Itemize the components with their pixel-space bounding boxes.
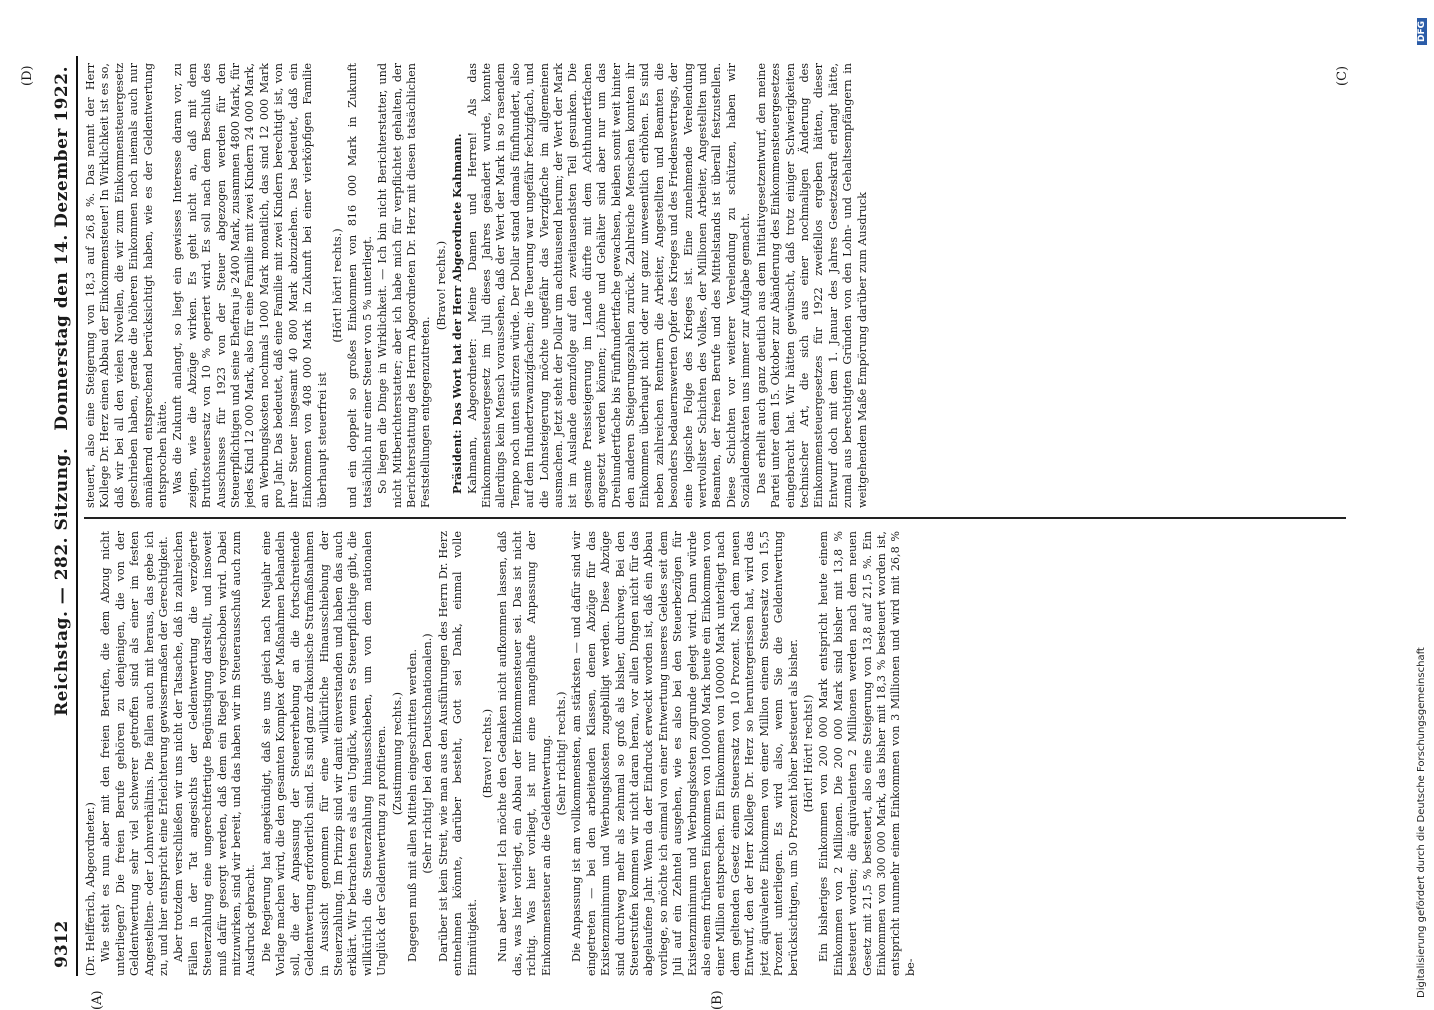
paragraph: Ein bisheriges Einkommen von 200 000 Mark entspricht heute einem Einkommen von 2 Millionen. Die 200 000 Mark sind bisher mit 13,8 % besteuert worden; die äquivalenten 2 Millionen werden nach dem neuen Gesetz mit 21,5 % besteuert, also eine Steigerung von 13,8 auf 21,5 %. Ein Einkommen von 300 000 Mark, das bisher mit 18,3 % besteuert worden ist, entspricht nunmehr einem Einkommen von 3 Millionen und wird mit 26,8 % be- [817,531,917,976]
president-statement: Präsident: Das Wort hat der Herr Abgeordnete Kahmann. [450,133,465,494]
speaker-note: (Dr. Helfferich, Abgeordneter.) [84,802,97,976]
header-rule [76,56,78,976]
left-column [84,531,1346,976]
paragraph: Die Anpassung ist am vollkommensten, am stärksten — und dafür sind wir eingetreten — bei den arbeitenden Klassen, denen Abzüge für das Existenzminimum und Werbungskosten zugebilligt werden. Diese Abzüge sind durchweg mehr als zehnmal so groß als bisher, durchweg. Bei den Steuerstufen kommen wir nicht daran heran, vor allen Dingen nicht für das abgelaufene Jahr. Wenn da der Eindruck erweckt worden ist, daß ein Abbau vorliege, so möchte ich einmal von einer Entwertung unseres Geldes seit dem Juli auf ein Zehntel ausgehen, wie es also bei den Steuerbezügen für Existenzminimum und Werbungskosten zugrunde gelegt wird. Dann würde also einem früheren Einkommen von 100000 Mark heute ein Einkommen von einer Million entsprechen. Ein Einkommen von 100000 Mark unterliegt nach dem geltenden Gesetz einem Steuersatz von 10 Prozent. Nach dem neuen Entwurf, den der Herr Kollege Dr. Herz so heruntergerissen hat, wird das jetzt äquivalente Einkommen von einer Million einem Steuersatz von 15,5 Prozent unterliegen. Es wird also, wenn Sie die Geldentwertung berücksichtigen, um 50 Prozent höher besteuert als bisher. [570,531,800,976]
interjection: (Zustimmung rechts.) [390,691,404,816]
interjection: (Hört! Hört! rechts!) [801,694,815,813]
document-page [20,56,1350,1010]
margin-marker-d: (D) [20,65,35,86]
margin-marker-b: (B) [710,990,725,1010]
paragraph: Das erhellt auch ganz deutlich aus dem Initiativgesetzentwurf, den meine Partei unter dem 15. Oktober zur Abänderung des Einkommensteuergesetzes eingebracht hat. Wir hätten gewünscht, daß trotz einiger Schwierigkeiten technischer Art, die sich aus einer nochmaligen Änderung des Einkommensteuergesetzes für 1922 zweifellos ergeben hätten, dieser Entwurf doch mit dem 1. Januar des Jahres Gesetzeskraft erlangt hätte, zumal aus berechtigten Gründen von den Lohn- und Gehaltsempfängern in weitgehendem Maße Empörung darüber zum Ausdruck [754,63,869,508]
interjection: (Bravo! rechts.) [480,708,494,799]
dfg-logo: DFG [1417,18,1427,45]
right-column [84,63,1346,508]
paragraph: Nun aber weiter! Ich möchte den Gedanken nicht aufkommen lassen, daß das, was hier vorliegt, ein Abbau der Einkommensteuer sei. Das ist nicht richtig. Was hier vorliegt, ist nur eine mangelhafte Anpassung der Einkommensteuer an die Geldentwertung. [496,531,553,976]
page-number: 9312 [52,920,72,968]
interjection: (Hört! hört! rechts.) [330,228,344,343]
interjection: (Sehr richtig! bei den Deutschnationalen.) [421,633,435,874]
paragraph: steuert, also eine Steigerung von 18,3 auf 26,8 %. Das nennt der Herr Kollege Dr. Herz einen Abbau der Einkommensteuer! In Wirklichkeit ist es so, daß wir bei all den vielen Novellen, die wir zum Einkommensteuergesetz geschrieben haben, gerade die höheren Einkommen noch niemals auch nur annähernd entsprechend berücksichtigt haben, wie es der Geldentwertung entsprochen hätte. [84,63,170,508]
interjection: (Bravo! rechts.) [434,240,448,331]
margin-marker-c: (C) [1335,65,1350,86]
paragraph: Kahmann, Abgeordneter: Meine Damen und Herren! Als das Einkommensteuergesetz im Juli dieses Jahres geändert wurde, konnte allerdings kein Mensch voraussehen, daß der Wert der Mark in so rasendem Tempo noch unten stürzen würde. Der Dollar stand damals fünfhundert, also auf dem Hundertzwanzigfachen; die Teuerung war ungefähr fechzigfach, und die Lohnsteigerung möchte ungefähr das Vierzigfache im allgemeinen ausmachen. Jetzt steht der Dollar um achttausend herum; der Wert der Mark ist im Auslande demzufolge auf den zweitausendsten Teil gesunken. Die gesamte Preissteigerung im Lande dürfte mit dem Achthundertfachen angesetzt werden können; Löhne und Gehälter sind aber nur um das Dreihundertfache bis Fünfhundertfache gewachsen, bleiben somit weit hinter den anderen Steigerungszahlen zurück. Zahlreiche Menschen konnten ihr Einkommen überhaupt nicht oder nur ganz unwesentlich erhöhen. Es sind neben zahlreichen Rentnern die Arbeiter, Angestellten und Beamten die besonders bedauernswerten Opfer des Krieges und des Friedensvertrags, der eine logische Folge des Krieges ist. Eine zunehmende Verelendung wertvollster Schichten des Volkes, der Millionen Arbeiter, Angestellten und Beamten, der freien Berufe und des Mittelstands ist überall festzustellen. Diese Schichten vor weiterer Verelendung zu schützen, haben wir Sozialdemokraten uns immer zur Aufgabe gemacht. [465,63,753,508]
paragraph: Wie steht es nun aber mit den freien Berufen, die dem Abzug nicht unterliegen? Die freien Berufe gehören zu denjenigen, die von der Geldentwertung sehr viel schwerer getroffen sind als einer im festen Angestellten- oder Lohnverhältnis. Die fallen auch mit heraus, das gebe ich zu, und hier entspricht eine Erleichterung gewissermaßen der Gerechtigkeit. [99,531,171,976]
paragraph: und ein doppelt so großes Einkommen von 816 000 Mark in Zukunft tatsächlich nur einer Steuer von 5 % unterliegt. [346,63,374,508]
session-date: Donnerstag den 14. Dezember 1922. [52,66,72,431]
column-divider [84,517,1346,519]
page-header [50,56,76,976]
paragraph: Was die Zukunft anlangt, so liegt ein gewisses Interesse daran vor, zu zeigen, wie die Abzüge wirken. Es geht nicht an, daß mit dem Bruttosteuersatz von 10 % operiert wird. Es soll nach dem Beschluß des Ausschusses für 1923 von der Steuer abgezogen werden für den Steuerpflichtigen und seine Ehefrau je 2400 Mark, zusammen 4800 Mark, für jedes Kind 12 000 Mark, also für eine Familie mit zwei Kindern 24 000 Mark, an Werbungskosten nochmals 1000 Mark monatlich, das sind 12 000 Mark pro Jahr. Das bedeutet, daß eine Familie mit zwei Kindern berechtigt ist, von ihrer Steuer insgesamt 40 800 Mark abzuziehen. Das bedeutet, daß ein Einkommen von 408 000 Mark in Zukunft bei einer vierköpfigen Familie überhaupt steuerfrei ist [171,63,329,508]
paragraph: So liegen die Dinge in Wirklichkeit. — Ich bin nicht Berichterstatter, und nicht Mitberichterstatter; aber ich habe mich für verpflichtet gehalten, der Berichterstattung des Herrn Abgeordneten Dr. Herz mit diesen tatsächlichen Feststellungen entgegenzutreten. [376,63,433,508]
running-title: Reichstag. — 282. Sitzung. [52,447,72,716]
interjection: (Sehr richtig! rechts.) [555,691,568,816]
paragraph: Dagegen muß mit allen Mitteln eingeschritten werden. [405,648,419,962]
credit-text: Digitalisierung gefördert durch die Deutsche Forschungsgemeinschaft [1416,647,1427,998]
digitization-credit [1416,8,1430,998]
margin-marker-a: (A) [90,990,105,1010]
paragraph: Darüber ist kein Streit, wie man aus den Ausführungen des Herrn Dr. Herz entnehmen könnte, darüber besteht, Gott sei Dank, einmal volle Einmütigkeit. [436,531,479,976]
paragraph: Aber trotzdem verschließen wir uns nicht der Tatsache, daß in zahlreichen Fällen in der Tat angesichts der Geldentwertung die verzögerte Steuerzahlung eine ungerechtfertigte Begünstigung darstellt, und insoweit muß dafür gesorgt werden, daß dem ein Riegel vorgeschoben wird. Dabei mitzuwirken, sind wir bereit, und das haben wir im Steuerausschuß auch zum Ausdruck gebracht. [172,531,258,976]
paragraph: Die Regierung hat angekündigt, daß sie uns gleich nach Neujahr eine Vorlage machen wird, die den gesamten Komplex der Maßnahmen behandeln soll, die der Anpassung der Steuererhebung an die fortschreitende Geldentwertung erforderlich sind. Es sind ganz drakonische Strafmaßnahmen in Aussicht genommen für eine willkürliche Hinausschiebung der Steuerzahlung. Im Prinzip sind wir damit einverstanden und haben das auch erklärt. Wir betrachten es als ein Unglück, wenn es Steuerpflichtige gibt, die willkürlich die Steuerzahlung hinausschieben, um von dem nationalen Unglück der Geldentwertung zu profitieren. [259,531,389,976]
